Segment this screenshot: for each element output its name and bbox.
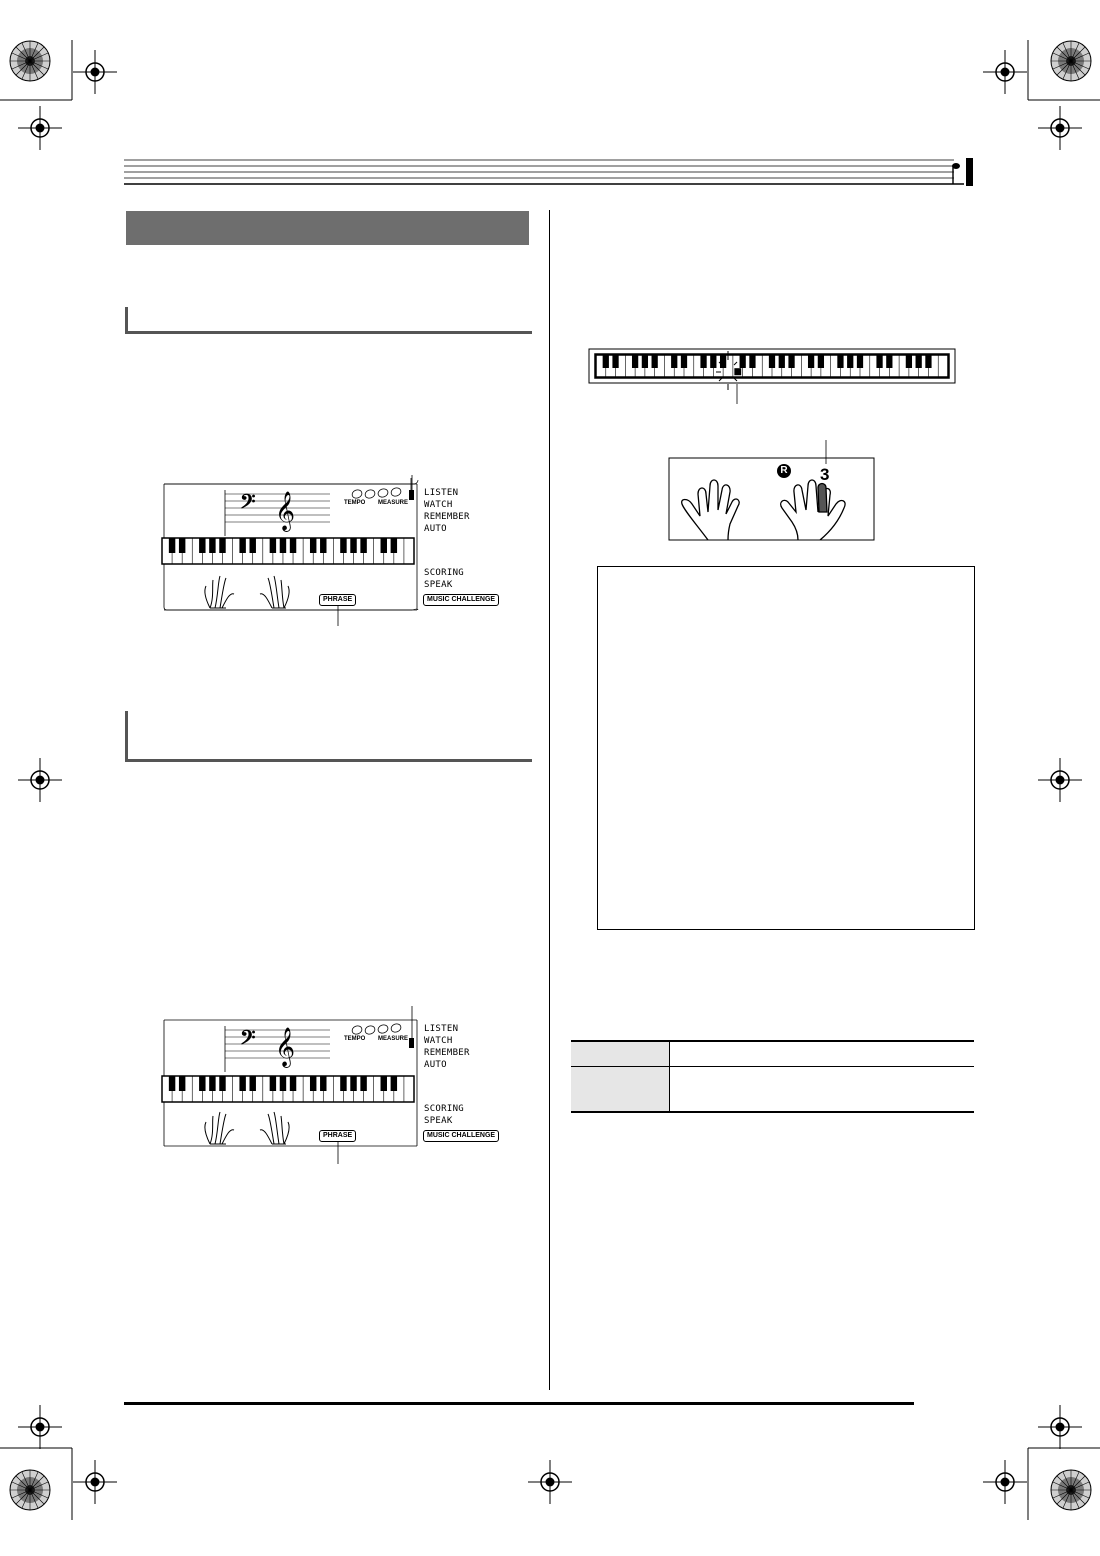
finger-number: 3 (820, 465, 830, 484)
mode-listen: LISTEN (424, 1024, 459, 1034)
table-row-1-header (571, 1042, 669, 1066)
tempo-label: TEMPO (344, 500, 366, 506)
svg-text:𝄞: 𝄞 (275, 491, 296, 531)
finger-guide-frame (668, 440, 876, 542)
subsection-frame-1 (125, 307, 532, 334)
phrase-pointer (336, 1142, 340, 1164)
mode-watch: WATCH (424, 1036, 453, 1046)
speak-label: SPEAK (424, 1116, 453, 1126)
lcd-display-2 (160, 1006, 500, 1162)
measure-label: MEASURE (378, 1036, 409, 1042)
music-challenge-tag: MUSIC CHALLENGE (423, 1130, 499, 1142)
svg-text:𝄞: 𝄞 (275, 1027, 296, 1067)
svg-text:𝄢: 𝄢 (240, 1025, 256, 1054)
mode-auto: AUTO (424, 524, 447, 534)
keyboard-strip-illustration (588, 348, 958, 404)
scoring-label: SCORING (424, 568, 465, 578)
svg-text:𝄢: 𝄢 (240, 489, 256, 518)
table-column-divider (669, 1042, 670, 1111)
speak-label: SPEAK (424, 580, 453, 590)
table-bottom-rule (571, 1111, 974, 1113)
mode-watch: WATCH (424, 500, 453, 510)
settings-table (571, 1040, 974, 1113)
section-heading-bar (126, 211, 529, 245)
measure-label: MEASURE (378, 500, 409, 506)
table-row-2-header (571, 1067, 669, 1111)
lcd-display-1 (160, 470, 500, 620)
subsection-frame-2 (125, 711, 532, 762)
phrase-tag: PHRASE (319, 594, 356, 606)
header-staff (124, 158, 976, 186)
column-divider (549, 210, 550, 1390)
mode-auto: AUTO (424, 1060, 447, 1070)
music-challenge-tag: MUSIC CHALLENGE (423, 594, 499, 606)
mode-remember: REMEMBER (424, 1048, 470, 1058)
mode-listen: LISTEN (424, 488, 459, 498)
tempo-label: TEMPO (344, 1036, 366, 1042)
phrase-tag: PHRASE (319, 1130, 356, 1142)
note-box (597, 566, 975, 930)
scoring-label: SCORING (424, 1104, 465, 1114)
mode-remember: REMEMBER (424, 512, 470, 522)
phrase-pointer (336, 606, 340, 626)
footer-rule (124, 1402, 914, 1405)
finger-guide-illustration (668, 440, 876, 542)
right-hand-mark: R (780, 465, 788, 476)
